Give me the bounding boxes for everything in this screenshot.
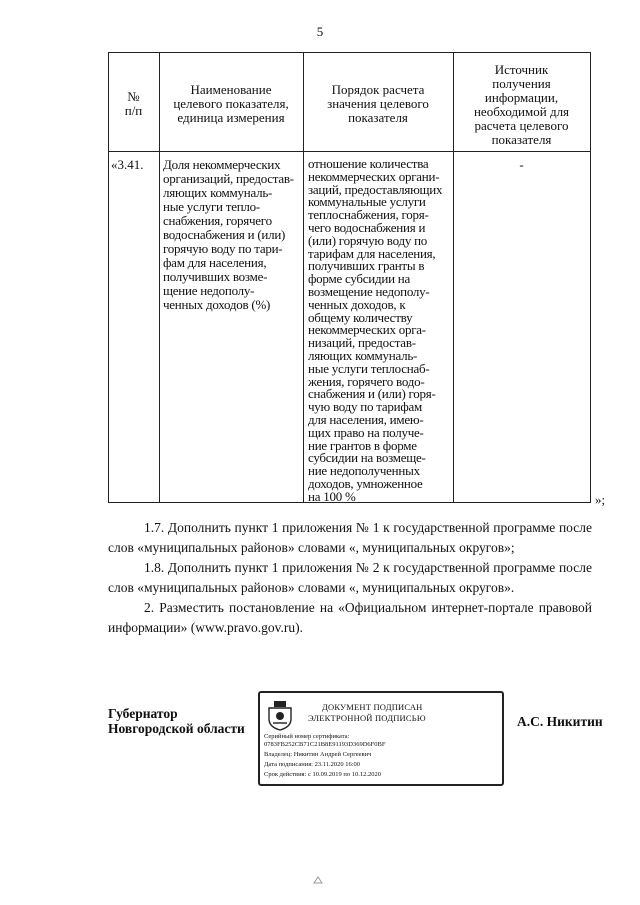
stamp-title-1: ДОКУМЕНТ ПОДПИСАН [322, 702, 423, 712]
stamp-owner: Владелец: Никитин Андрей Сергеевич [264, 751, 372, 758]
row-source: - [519, 157, 524, 172]
stamp-signed-date: Дата подписания: 23.11.2020 16:00 [264, 761, 361, 768]
header-number: № п/п [124, 89, 143, 118]
row-number: «3.41. [111, 157, 144, 172]
coat-of-arms-icon [266, 699, 294, 731]
header-indicator-name: Наименование целевого показателя, единица измерения [173, 82, 289, 125]
stamp-cert-label: Серийный номер сертификата: [264, 733, 350, 740]
stamp-cert-number: 0783FB252CB71C21B8E91193D369D6F0BF [264, 741, 386, 748]
stamp-validity: Срок действия: с 10.09.2019 по 10.12.2020 [264, 771, 381, 778]
electronic-signature-stamp [258, 691, 504, 786]
page-mark-icon [312, 874, 324, 886]
signer-name: А.С. Никитин [517, 714, 603, 729]
row-indicator-name: Доля некоммерческих организаций, предостав- ляющих коммуналь- ные услуги тепло- снабжения, горячего водоснабжения и (или) горячую воду по тари- фам для населения, получивших возме- щение недополу- ченных доходов (%) [163, 157, 294, 312]
header-source: Источник получения информации, необходимой для расчета целевого показателя [473, 62, 570, 147]
signer-title: Губернатор Новгородской области [108, 706, 245, 736]
paragraph-2: 2. Разместить постановление на «Официальном интернет-портале правовой информации» (www.pravo.gov.ru). [108, 600, 592, 635]
closing-quote: »; [595, 492, 606, 507]
paragraph-1-8: 1.8. Дополнить пункт 1 приложения № 2 к государственной программе после слов «муниципальных районов» словами «, муниципальных округов». [108, 560, 592, 595]
page-number: 5 [316, 24, 324, 39]
row-calculation: отношение количества некоммерческих органи- заций, предоставляющих коммунальные услуги теплоснабжения, горя- чего водоснабжения и (или) горячую воду по тарифам для населения, получивших гранты в форме субсидии на возмещение недополу- ченных доходов, к общему количеству некоммерческих орга- низаций, предостав- ляющих коммуналь- ные услуги теплоснаб- жения, горячего водо- снабжения и (или) горя- чую воду по тарифам для населения, имею- щих право на получе- ние грантов в форме субсидии на возмеще- ние недополученных доходов, умноженное на 100 % [308, 156, 443, 504]
stamp-title-2: ЭЛЕКТРОННОЙ ПОДПИСЬЮ [308, 713, 426, 723]
header-calculation: Порядок расчета значения целевого показателя [327, 82, 429, 125]
indicator-table [108, 52, 591, 503]
paragraph-1-7: 1.7. Дополнить пункт 1 приложения № 1 к государственной программе после слов «муниципальных районов» словами «, муниципальных округов»; [108, 520, 592, 555]
